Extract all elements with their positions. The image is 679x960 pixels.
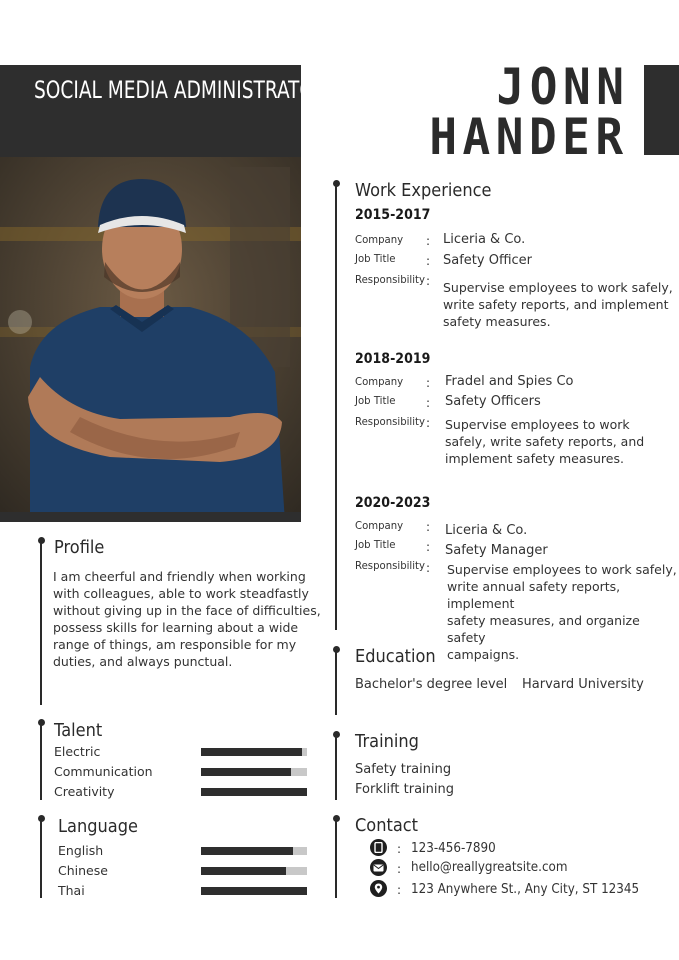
skill-bar-fill <box>201 788 307 796</box>
company-value: Liceria & Co. <box>443 232 526 247</box>
job-title-label: Job Title <box>355 252 396 265</box>
resp-line: Supervise employees to work safely, <box>443 280 673 295</box>
talent-heading: Talent <box>54 720 103 741</box>
education-school: Harvard University <box>522 677 644 692</box>
talent-label-communication: Communication <box>54 764 153 779</box>
language-label-thai: Thai <box>58 883 85 898</box>
training-item: Forklift training <box>355 782 455 797</box>
resp-line: Supervise employees to work safely, <box>447 562 677 577</box>
skill-bar <box>201 768 307 776</box>
skill-bar-fill <box>201 847 293 855</box>
contact-rule <box>335 818 337 898</box>
language-label-chinese: Chinese <box>58 863 108 878</box>
responsibility-text <box>443 279 673 330</box>
training-heading: Training <box>355 731 419 752</box>
skill-bar-fill <box>201 867 286 875</box>
skill-bar-fill <box>201 768 291 776</box>
profile-rule <box>40 540 42 705</box>
training-item: Safety training <box>355 762 452 777</box>
education-heading: Education <box>355 646 436 667</box>
company-value: Liceria & Co. <box>445 523 528 538</box>
job-years: 2015-2017 <box>355 207 431 223</box>
resp-line: safely, write safety reports, and <box>445 434 645 449</box>
contact-email: hello@reallygreatsite.com <box>411 860 568 875</box>
skill-bar <box>201 788 307 796</box>
colon: : <box>426 540 431 554</box>
education-degree: Bachelor's degree level <box>355 677 508 692</box>
profile-line: with colleagues, able to work steadfastly <box>53 586 309 601</box>
skill-bar <box>201 887 307 895</box>
company-label: Company <box>355 519 404 532</box>
colon: : <box>426 416 431 430</box>
last-name: HANDER <box>429 108 629 166</box>
language-rule <box>40 818 42 898</box>
colon: : <box>397 883 402 897</box>
responsibility-label: Responsibility <box>355 273 426 286</box>
colon: : <box>426 274 431 288</box>
first-name: JONN <box>496 58 629 116</box>
skill-bar-fill <box>201 887 307 895</box>
job-title-value: Safety Officers <box>445 394 541 409</box>
job-title-label: Job Title <box>355 538 396 551</box>
resp-line: write safety reports, and implement <box>443 297 669 312</box>
job-years: 2020-2023 <box>355 495 431 511</box>
location-pin-icon <box>370 880 387 897</box>
responsibility-label: Responsibility <box>355 559 426 572</box>
contact-address: 123 Anywhere St., Any City, ST 12345 <box>411 882 640 897</box>
profile-text <box>53 568 321 670</box>
name-accent-block <box>644 65 679 155</box>
job-title-value: Safety Officer <box>443 253 533 268</box>
colon: : <box>397 842 402 856</box>
colon: : <box>397 862 402 876</box>
colon: : <box>426 254 431 268</box>
phone-icon <box>370 839 387 856</box>
profile-line: possess skills for learning about a wide <box>53 620 299 635</box>
resp-line: implement safety measures. <box>445 451 624 466</box>
colon: : <box>426 520 431 534</box>
language-label-english: English <box>58 843 104 858</box>
photo-base-bar <box>0 512 301 522</box>
profile-heading: Profile <box>54 537 105 558</box>
talent-rule <box>40 722 42 800</box>
resp-line: write annual safety reports, implement <box>447 579 621 611</box>
colon: : <box>426 561 431 575</box>
resp-line: campaigns. <box>447 647 520 662</box>
education-rule <box>335 649 337 715</box>
skill-bar-fill <box>201 748 302 756</box>
resp-line: safety measures, and organize safety <box>447 613 640 645</box>
contact-phone: 123-456-7890 <box>411 841 496 856</box>
job-title: SOCIAL MEDIA ADMINISTRATOR <box>34 76 327 104</box>
contact-heading: Contact <box>355 815 419 836</box>
language-heading: Language <box>58 816 138 837</box>
resp-line: safety measures. <box>443 314 551 329</box>
company-label: Company <box>355 233 404 246</box>
responsibility-label: Responsibility <box>355 415 426 428</box>
profile-line: I am cheerful and friendly when working <box>53 569 306 584</box>
job-years: 2018-2019 <box>355 351 431 367</box>
training-rule <box>335 734 337 800</box>
colon: : <box>426 234 431 248</box>
profile-photo <box>0 157 301 522</box>
colon: : <box>426 376 431 390</box>
colon: : <box>426 396 431 410</box>
skill-bar <box>201 847 307 855</box>
skill-bar <box>201 748 307 756</box>
email-icon <box>370 859 387 876</box>
responsibility-text <box>445 416 644 467</box>
resp-line: Supervise employees to work <box>445 417 630 432</box>
skill-bar <box>201 867 307 875</box>
talent-label-electric: Electric <box>54 744 101 759</box>
profile-line: without giving up in the face of difficulties, <box>53 603 321 618</box>
talent-label-creativity: Creativity <box>54 784 115 799</box>
company-value: Fradel and Spies Co <box>445 374 574 389</box>
profile-line: duties, and always punctual. <box>53 654 233 669</box>
company-label: Company <box>355 375 404 388</box>
work-rule <box>335 183 337 630</box>
work-heading: Work Experience <box>355 180 492 201</box>
responsibility-text <box>447 561 679 663</box>
job-title-value: Safety Manager <box>445 543 548 558</box>
job-title-label: Job Title <box>355 394 396 407</box>
profile-line: range of things, am responsible for my <box>53 637 297 652</box>
